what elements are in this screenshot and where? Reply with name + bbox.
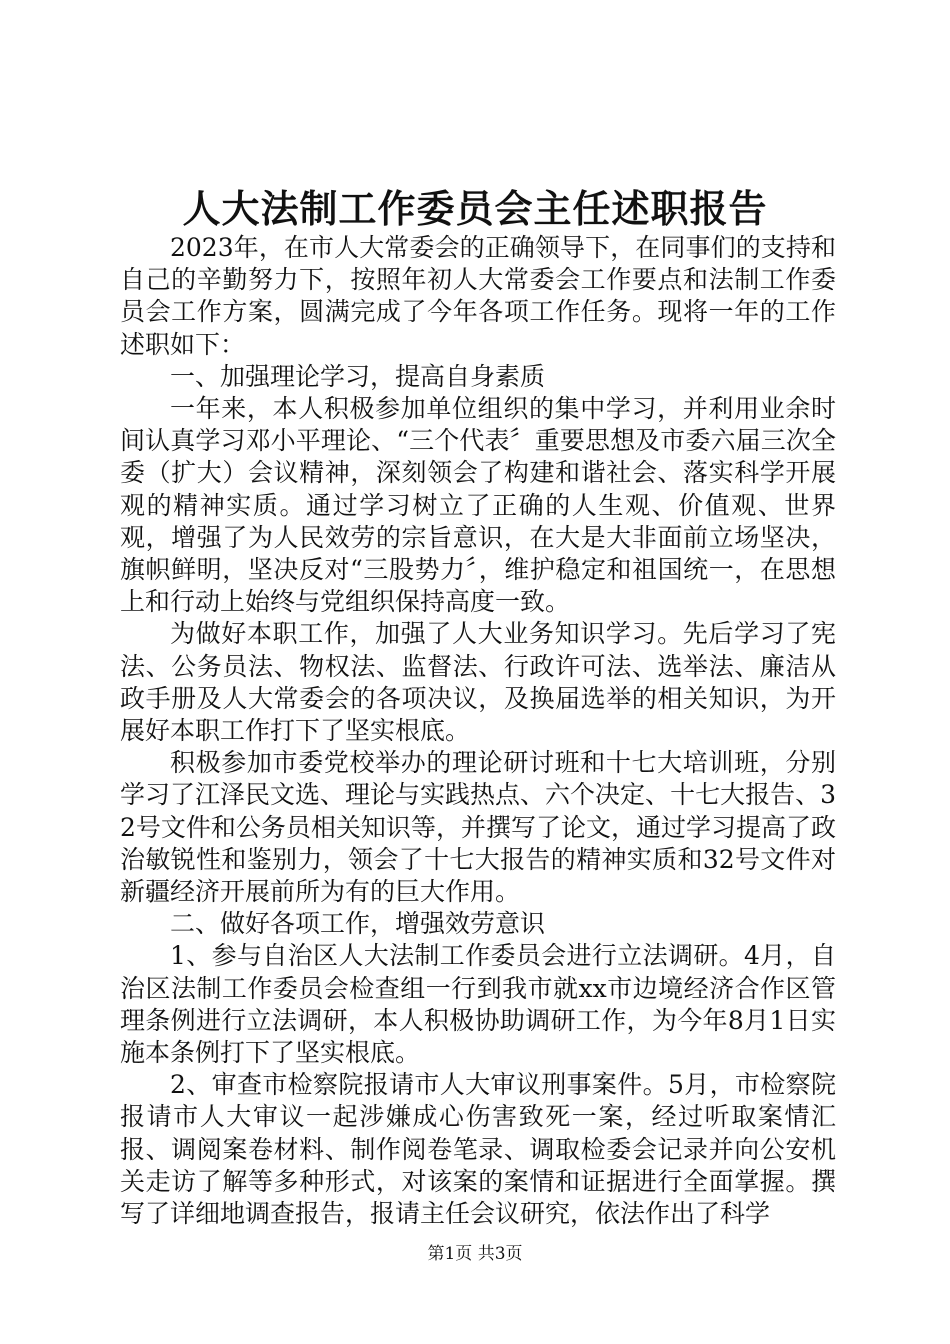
paragraph-party-school: 积极参加市委党校举办的理论研讨班和十七大培训班，分别学习了江泽民文选、理论与实践热点、六个决定、十七大报告、32号文件和公务员相关知识等，并撰写了论文，通过学习提高了政治敏锐性和鉴别力，领会了十七大报告的精神实质和32号文件对新疆经济开展前所为有的巨大作用。 [120,748,836,907]
section-heading-1: 一、加强理论学习，提高自身素质 [170,361,546,391]
section-heading-2: 二、做好各项工作，增强效劳意识 [170,909,546,939]
paragraph-intro: 2023年，在市人大常委会的正确领导下，在同事们的支持和自己的辛勤努力下，按照年初人大常委会工作要点和法制工作委员会工作方案，圆满完成了今年各项工作任务。现将一年的工作述职如下： [120,233,836,359]
paragraph-case-review: 2、审查市检察院报请市人大审议刑事案件。5月，市检察院报请市人大审议一起涉嫌成心伤害致死一案，经过听取案情汇报、调阅案卷材料、制作阅卷笔录、调取检委会记录并向公安机关走访了解等多种形式，对该案的案情和证据进行全面掌握。撰写了详细地调查报告，报请主任会议研究，依法作出了科学 [120,1070,836,1229]
page-number-footer: 第1页 共3页 [427,1244,523,1264]
paragraph-legislative-research: 1、参与自治区人大法制工作委员会进行立法调研。4月，自治区法制工作委员会检查组一行到我市就xx市边境经济合作区管理条例进行立法调研，本人积极协助调研工作，为今年8月1日实施本条例打下了坚实根底。 [120,941,836,1068]
document-body [120,232,836,1230]
paragraph-study: 一年来，本人积极参加单位组织的集中学习，并利用业余时间认真学习邓小平理论、“三个代表〞重要思想及市委六届三次全委（扩大）会议精神，深刻领会了构建和谐社会、落实科学开展观的精神实质。通过学习树立了正确的人生观、价值观、世界观，增强了为人民效劳的宗旨意识，在大是大非面前立场坚决，旗帜鲜明，坚决反对“三股势力〞，维护稳定和祖国统一，在思想上和行动上始终与党组织保持高度一致。 [120,394,836,617]
document-title: 人大法制工作委员会主任述职报告 [182,186,768,231]
paragraph-legal-knowledge: 为做好本职工作，加强了人大业务知识学习。先后学习了宪法、公务员法、物权法、监督法、行政许可法、选举法、廉洁从政手册及人大常委会的各项决议，及换届选举的相关知识，为开展好本职工作打下了坚实根底。 [120,619,836,746]
